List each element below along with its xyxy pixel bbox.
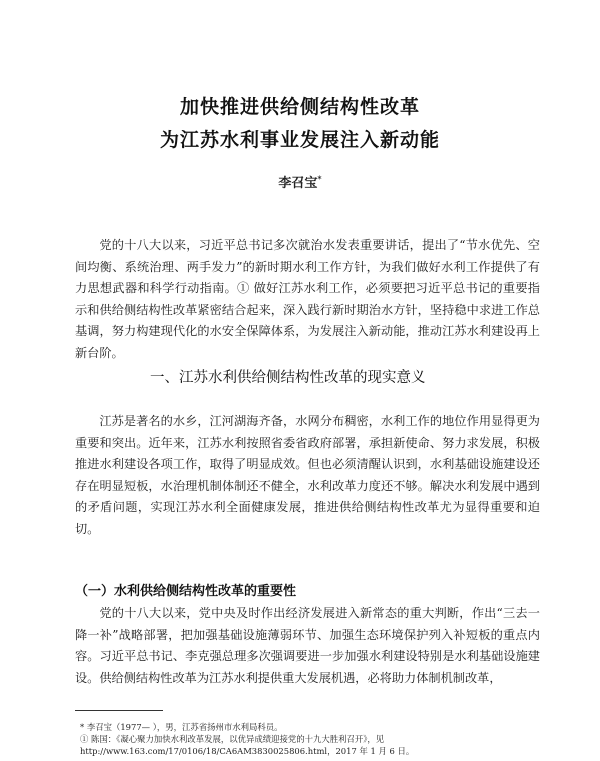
- subsection-1-paragraph: 党的十八大以来，党中央及时作出经济发展进入新常态的重大判断，作出“三去一降一补”战略部署，把加强基础设施薄弱环节、加强生态环境保护列入补短板的重点内容。习近平总书记、李克强总理多次强调要进一步加强水利建设特别是水利基础设施建设。供给侧结构性改革为江苏水利提供重大发展机遇，必将助力体制机制改革，: [75, 606, 540, 685]
- section-1-paragraph: 江苏是著名的水乡，江河湖海齐备，水网分布稠密，水利工作的地位作用显得更为重要和突出。近年来，江苏水利按照省委省政府部署，承担新使命、努力求发展，积极推进水利建设各项工作，取得了明显成效。但也必须清醒认识到，水利基础设施建设还存在明显短板，水治理机制体制还不健全，水利改革力度还不够。解决水利发展中遇到的矛盾问题，实现江苏水利全面健康发展，推进供给侧结构性改革尤为显得重要和迫切。: [75, 414, 540, 536]
- author-footnote-mark: *: [317, 173, 322, 184]
- intro-paragraph: 党的十八大以来，习近平总书记多次就治水发表重要讲话，提出了“节水优先、空间均衡、系统治理、两手发力”的新时期水利工作方针，为我们做好水利工作提供了有力思想武器和科学行动指南。① 做好江苏水利工作，必须要把习近平总书记的重要指示和供给侧结构性改革紧密结合起来，深入践行新时期治水方针，坚持稳中求进工作总基调，努力构建现代化的水安全保障体系，为发展注入新动能，推动江苏水利建设再上新台阶。: [75, 238, 540, 360]
- footnote-divider: [75, 710, 163, 711]
- subsection-1-heading: （一）水利供给侧结构性改革的重要性: [75, 584, 297, 599]
- footnote-author: * 李召宝（1977— ），男，江苏省扬州市水利局科员。: [80, 722, 283, 732]
- paper-title-line-1: 加快推进供给侧结构性改革: [179, 96, 420, 118]
- footnote-reference-1: ① 陈国：《凝心聚力加快水利改革发展，以优异成绩迎接党的十九大胜利召开》，见 http://www.163.com/17/0106/18/CA6AM3830025806.html，2017 年 1 月 6 日。: [80, 734, 415, 756]
- section-1-heading: 一、江苏水利供给侧结构性改革的现实意义: [150, 370, 426, 386]
- paper-title-line-2: 为江苏水利事业发展注入新动能: [159, 129, 440, 151]
- author-name: 李召宝: [278, 176, 318, 191]
- author-byline: [0, 172, 600, 191]
